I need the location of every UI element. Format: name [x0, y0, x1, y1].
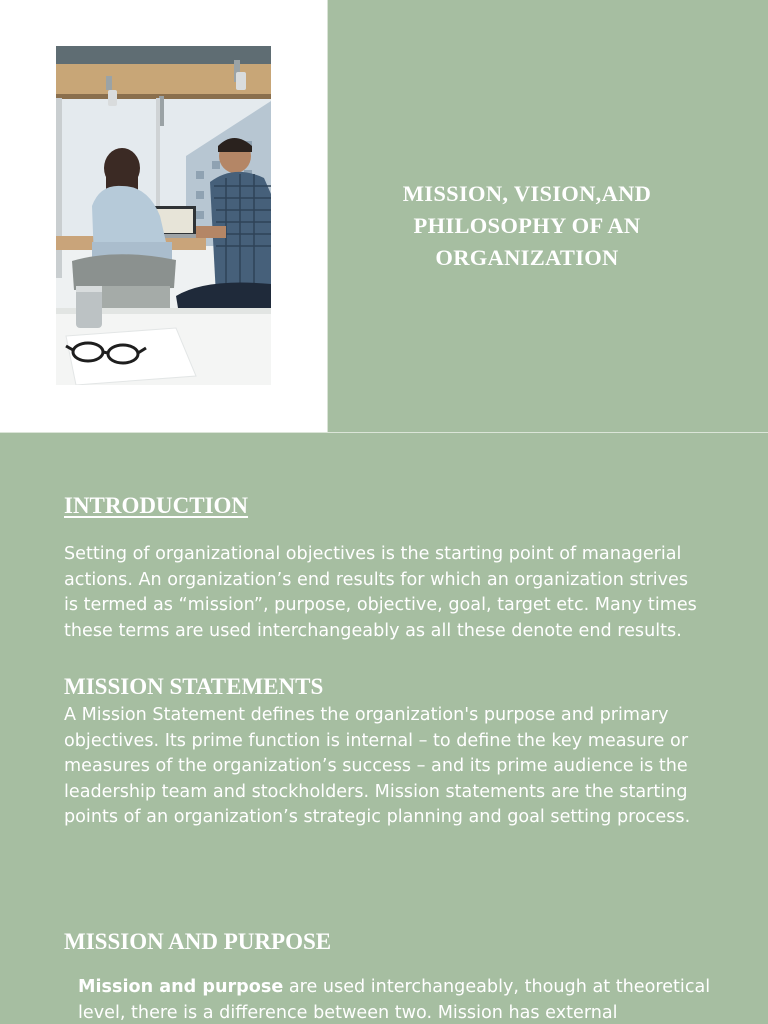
paragraph-line: leadership team and stockholders. Mission statements are the starting [64, 781, 688, 802]
paragraph-text: are used interchangeably, though at theoretical [283, 977, 711, 997]
paragraph-line: actions. An organization’s end results for which an organization strives [64, 569, 689, 590]
title-line-3: ORGANIZATION [435, 245, 619, 270]
introduction-paragraph [64, 542, 697, 644]
paragraph-line: measures of the organization’s success – and its prime audience is the [64, 756, 688, 777]
title-line-2: PHILOSOPHY OF AN [413, 213, 641, 238]
photo-panel [0, 0, 327, 432]
paragraph-line: A Mission Statement defines the organization's purpose and primary [64, 705, 669, 725]
document-title [338, 178, 716, 274]
paragraph-line [78, 975, 710, 1001]
mission-statements-heading: MISSION STATEMENTS [64, 674, 324, 699]
paragraph-line: these terms are used interchangeably as all these denote end results. [64, 620, 682, 641]
mission-statements-paragraph [64, 703, 690, 831]
paragraph-line: is termed as “mission”, purpose, objective, goal, target etc. Many times [64, 595, 697, 616]
bold-term: Mission and purpose [78, 977, 284, 997]
paragraph-line: objectives. Its prime function is internal – to define the key measure or [64, 730, 689, 751]
introduction-heading: INTRODUCTION [64, 493, 249, 518]
paragraph-line: points of an organization’s strategic planning and goal setting process. [64, 807, 691, 828]
office-meeting-photo [56, 46, 271, 385]
mission-and-purpose-paragraph [78, 975, 710, 1024]
mission-and-purpose-heading: MISSION AND PURPOSE [64, 929, 332, 954]
paragraph-line: level, there is a difference between two. Mission has external [78, 1002, 618, 1023]
title-line-1: MISSION, VISION,AND [402, 181, 652, 206]
paragraph-line: Setting of organizational objectives is the starting point of managerial [64, 544, 682, 564]
